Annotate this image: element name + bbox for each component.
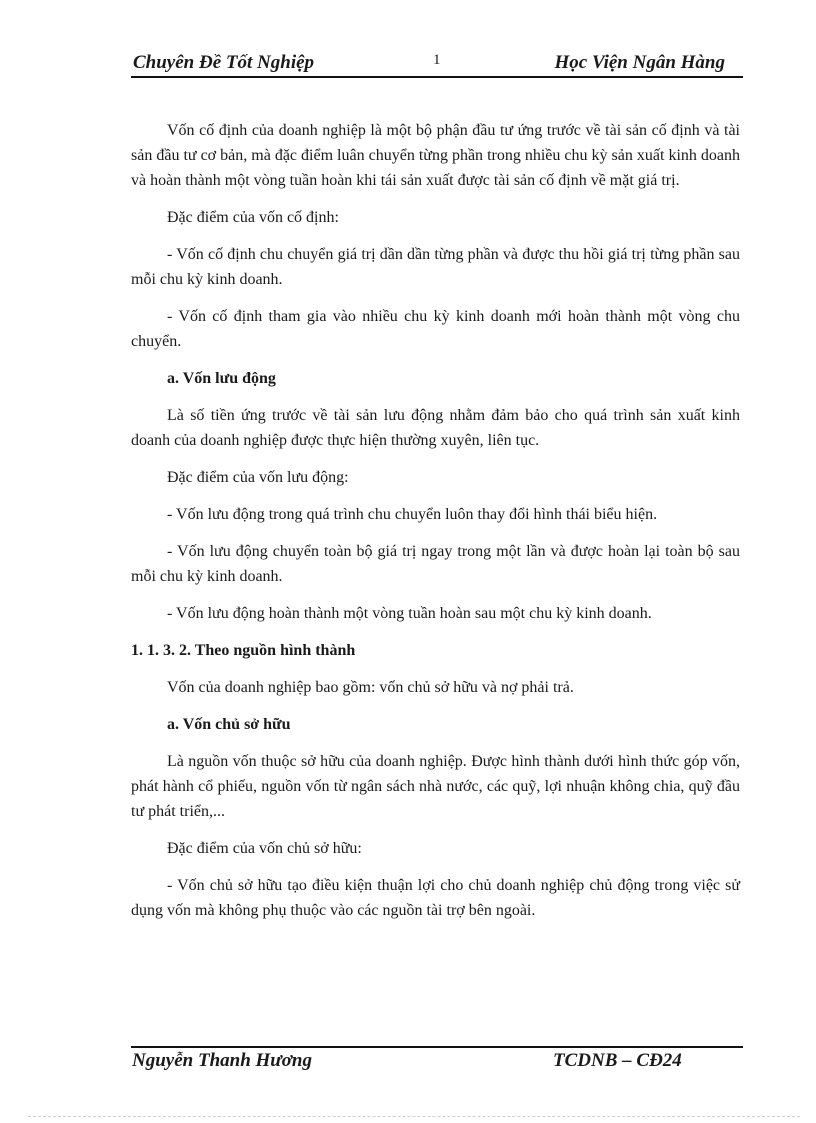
page-number: 1 xyxy=(433,52,441,68)
section-heading: a. Vốn chủ sở hữu xyxy=(167,716,291,733)
paragraph: Đặc điểm của vốn lưu động: xyxy=(167,469,349,486)
header-divider xyxy=(131,76,743,78)
section-heading: a. Vốn lưu động xyxy=(167,370,276,387)
list-item: - Vốn chủ sở hữu tạo điều kiện thuận lợi cho chủ doanh nghiệp chủ động trong việc sử dụng vốn mà không phụ thuộc vào các nguồn tài trợ bên ngoài. xyxy=(131,877,740,919)
list-item: - Vốn lưu động trong quá trình chu chuyển luôn thay đổi hình thái biểu hiện. xyxy=(167,506,658,523)
document-body xyxy=(131,118,740,935)
page-header xyxy=(131,50,743,76)
paragraph: Vốn cố định của doanh nghiệp là một bộ phận đầu tư ứng trước về tài sản cố định và tài sản đầu tư cơ bản, mà đặc điểm luân chuyển từng phần trong nhiều chu kỳ sản xuất kinh doanh và hoàn thành một vòng tuần hoàn khi tái sản xuất được tài sản cố định về mặt giá trị. xyxy=(131,122,740,189)
paragraph: Đặc điểm của vốn cố định: xyxy=(167,209,339,226)
header-title: Chuyên Đề Tốt Nghiệp xyxy=(133,52,315,73)
section-heading: 1. 1. 3. 2. Theo nguồn hình thành xyxy=(131,642,356,659)
list-item: - Vốn cố định tham gia vào nhiều chu kỳ kinh doanh mới hoàn thành một vòng chu chuyển. xyxy=(131,308,740,350)
footer-class-code: TCDNB – CĐ24 xyxy=(553,1050,682,1071)
page-bottom-edge xyxy=(28,1116,800,1117)
list-item: - Vốn cố định chu chuyển giá trị dần dần từng phần và được thu hồi giá trị từng phần sau mỗi chu kỳ kinh doanh. xyxy=(131,246,740,288)
list-item: - Vốn lưu động hoàn thành một vòng tuần hoàn sau một chu kỳ kinh doanh. xyxy=(167,605,652,622)
paragraph: Là số tiền ứng trước về tài sản lưu động nhằm đảm bảo cho quá trình sản xuất kinh doanh của doanh nghiệp được thực hiện thường xuyên, liên tục. xyxy=(131,407,740,449)
footer-divider xyxy=(131,1046,743,1048)
paragraph: Đặc điểm của vốn chủ sở hữu: xyxy=(167,840,362,857)
footer-author: Nguyễn Thanh Hương xyxy=(132,1050,312,1071)
list-item: - Vốn lưu động chuyển toàn bộ giá trị ngay trong một lần và được hoàn lại toàn bộ sau mỗi chu kỳ kinh doanh. xyxy=(131,543,740,585)
paragraph: Là nguồn vốn thuộc sở hữu của doanh nghiệp. Được hình thành dưới hình thức góp vốn, phát hành cổ phiếu, nguồn vốn từ ngân sách nhà nước, các quỹ, lợi nhuận không chia, quỹ đầu tư phát triển,... xyxy=(131,753,740,820)
header-institution: Học Viện Ngân Hàng xyxy=(554,52,725,73)
paragraph: Vốn của doanh nghiệp bao gồm: vốn chủ sở hữu và nợ phải trả. xyxy=(167,679,574,696)
